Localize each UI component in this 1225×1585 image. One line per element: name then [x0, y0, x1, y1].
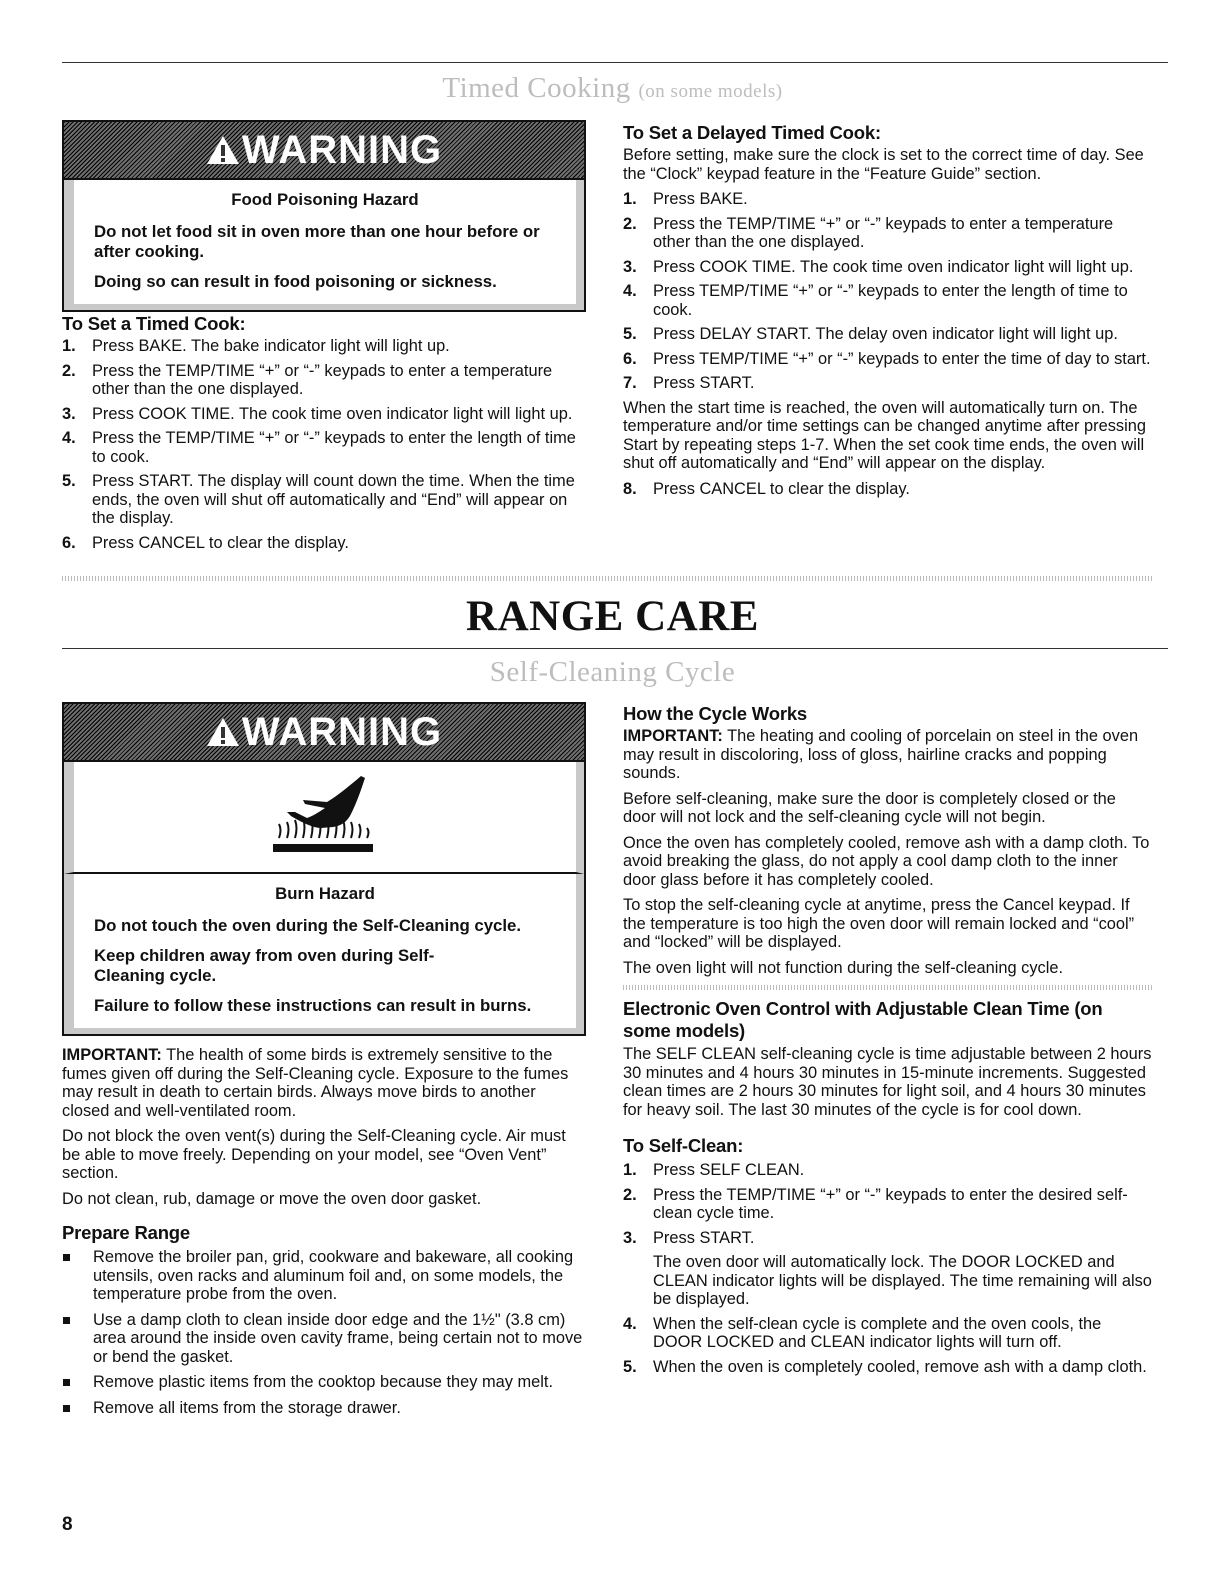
- section-title-text: Timed Cooking: [442, 72, 631, 104]
- list-item: [62, 1248, 587, 1304]
- step-text: Press the TEMP/TIME “+” or “-” keypads to enter a temperature other than the one displayed.: [653, 214, 1114, 251]
- delayed-note: When the start time is reached, the oven will automatically turn on. The temperature and/or time settings can be changed anytime after pressing Start by repeating steps 1-7. When the set cook time ends, the oven will shut off automatically and “End” will appear on the display.: [623, 398, 1146, 472]
- step-text: Press CANCEL to clear the display.: [92, 533, 349, 552]
- step-item: [62, 405, 587, 424]
- how-important-paragraph: [623, 727, 1153, 783]
- electronic-control-section: [623, 998, 1153, 1382]
- vent-paragraph: Do not block the oven vent(s) during the Self-Cleaning cycle. Air must be able to move freely. Depending on your model, see “Oven Vent” section.: [62, 1127, 566, 1182]
- page-number: 8: [62, 1514, 73, 1535]
- electronic-control-text: The SELF CLEAN self-cleaning cycle is time adjustable between 2 hours 30 minutes and 4 hours 30 minutes in 15-minute increments. Suggested clean times are 2 hours 30 minutes for light soil, and 4 hours 30 minutes for heavy soil. The last 30 minutes of the cycle is for cool down.: [623, 1045, 1152, 1119]
- hazard-title: Burn Hazard: [275, 884, 375, 903]
- prepare-range-heading: Prepare Range: [62, 1222, 190, 1243]
- list-item: [62, 1399, 587, 1418]
- bullet-square-icon: [63, 1317, 70, 1324]
- section-divider-dotted: [62, 576, 1154, 581]
- step-text: Press DELAY START. The delay oven indicator light will light up.: [653, 325, 1118, 343]
- step-number: 1.: [623, 1161, 637, 1179]
- list-item-text: Remove the broiler pan, grid, cookware and bakeware, all cooking utensils, oven racks and aluminum foil and, on some models, the temperature probe from the oven.: [93, 1248, 574, 1303]
- delayed-cook-section: [623, 122, 1153, 504]
- step-text: Press COOK TIME. The cook time oven indicator light will light up.: [92, 404, 573, 423]
- step-item: [623, 350, 1153, 369]
- warning-body: [64, 180, 584, 310]
- warning-line: Keep children away from oven during Self-Cleaning cycle.: [94, 946, 435, 985]
- step-number: 4.: [623, 282, 637, 300]
- warning-header: [64, 704, 584, 762]
- important-label: IMPORTANT:: [62, 1046, 162, 1064]
- bullet-square-icon: [63, 1405, 70, 1412]
- step-item: [623, 258, 1153, 277]
- step-number: 1.: [62, 337, 76, 355]
- step-number: 5.: [623, 325, 637, 343]
- step-text: Press the TEMP/TIME “+” or “-” keypads to enter the desired self-clean cycle time.: [653, 1185, 1128, 1222]
- step-number: 5.: [62, 472, 76, 490]
- self-clean-steps: [623, 1161, 1153, 1376]
- step-number: 4.: [623, 1314, 637, 1333]
- step-number: 3.: [62, 404, 76, 423]
- warning-body: [64, 874, 584, 1034]
- step-text: Press START.: [653, 1228, 755, 1247]
- electronic-control-heading: Electronic Oven Control with Adjustable Clean Time (on some models): [623, 998, 1103, 1041]
- warning-line: Do not touch the oven during the Self-Cleaning cycle.: [94, 916, 522, 935]
- range-care-rule: [62, 648, 1168, 649]
- bullet-square-icon: [63, 1379, 70, 1386]
- step-item: [62, 429, 587, 466]
- step-number: 3.: [623, 257, 637, 276]
- step-text: When the oven is completely cooled, remove ash with a damp cloth.: [653, 1357, 1147, 1376]
- warning-triangle-icon: [206, 134, 240, 166]
- step-number: 8.: [623, 479, 637, 498]
- step-subtext: The oven door will automatically lock. The DOOR LOCKED and CLEAN indicator lights will be displayed. The time remaining will also be displayed.: [653, 1253, 1152, 1308]
- warning-word: WARNING: [241, 127, 443, 172]
- step-text: Press BAKE. The bake indicator light will light up.: [92, 337, 450, 355]
- list-item-text: Remove all items from the storage drawer.: [93, 1398, 401, 1417]
- warning-line: Failure to follow these instructions can result in burns.: [94, 996, 532, 1015]
- step-text: Press BAKE.: [653, 190, 748, 208]
- step-item: [623, 1161, 1153, 1180]
- bullet-square-icon: [63, 1254, 70, 1261]
- timed-cook-steps: [62, 337, 587, 552]
- step-text: Press START.: [653, 374, 755, 392]
- prepare-range-list: [62, 1248, 587, 1417]
- self-clean-heading: To Self-Clean:: [623, 1135, 744, 1156]
- step-item: [62, 534, 587, 553]
- step-item: [623, 1358, 1153, 1377]
- how-paragraph: To stop the self-cleaning cycle at anytime, press the Cancel keypad. If the temperature is too high the oven door will remain locked and “cool” and “locked” will be displayed.: [623, 896, 1135, 951]
- step-text: Press TEMP/TIME “+” or “-” keypads to enter the length of time to cook.: [653, 282, 1128, 319]
- gasket-paragraph: Do not clean, rub, damage or move the oven door gasket.: [62, 1189, 482, 1208]
- delayed-intro: Before setting, make sure the clock is set to the correct time of day. See the “Clock” keypad feature in the “Feature Guide” section.: [623, 146, 1144, 183]
- right-divider-dotted: [623, 985, 1153, 990]
- step-item: [623, 190, 1153, 209]
- birds-important-paragraph: [62, 1046, 587, 1120]
- step-item: [623, 215, 1153, 252]
- step-number: 7.: [623, 374, 637, 392]
- step-item: [62, 472, 587, 528]
- step-number: 1.: [623, 190, 637, 208]
- delayed-cook-steps: [623, 190, 1153, 393]
- step-item: [623, 282, 1153, 319]
- list-item-text: Remove plastic items from the cooktop because they may melt.: [93, 1373, 554, 1391]
- warning-line: Do not let food sit in oven more than one hour before or after cooking.: [94, 222, 540, 261]
- step-number: 4.: [62, 429, 76, 447]
- step-item: [623, 1229, 1153, 1309]
- page-title-range-care: RANGE CARE: [466, 593, 759, 640]
- step-number: 6.: [62, 533, 76, 552]
- step-number: 5.: [623, 1357, 637, 1376]
- top-rule: [62, 62, 1168, 63]
- important-text: The heating and cooling of porcelain on steel in the oven may result in discoloring, loss of gloss, hairline cracks and popping sounds.: [623, 727, 1139, 782]
- list-item: [62, 1311, 587, 1367]
- step-item: [623, 374, 1153, 393]
- timed-cook-heading: To Set a Timed Cook:: [62, 313, 246, 334]
- how-paragraph: Before self-cleaning, make sure the door is completely closed or the door will not lock and the self-cleaning cycle will not begin.: [623, 789, 1116, 826]
- step-number: 2.: [623, 214, 637, 233]
- step-number: 2.: [62, 361, 76, 380]
- step-text: Press START. The display will count down the time. When the time ends, the oven will shut off automatically and “End” will appear on the display.: [92, 472, 575, 527]
- step-text: Press the TEMP/TIME “+” or “-” keypads to enter the length of time to cook.: [92, 429, 576, 466]
- step-text: Press the TEMP/TIME “+” or “-” keypads to enter a temperature other than the one displayed.: [92, 361, 553, 398]
- step-text: Press CANCEL to clear the display.: [653, 479, 910, 498]
- how-cycle-works-heading: How the Cycle Works: [623, 703, 807, 724]
- hot-surface-pictogram: [64, 762, 584, 874]
- step-item: [623, 1315, 1153, 1352]
- warning-word: WARNING: [241, 709, 443, 754]
- important-label: IMPORTANT:: [623, 727, 723, 745]
- step-item: [623, 325, 1153, 344]
- warning-box-burn-hazard: [62, 702, 586, 1036]
- delayed-cook-heading: To Set a Delayed Timed Cook:: [623, 122, 881, 143]
- warning-label: [206, 128, 442, 173]
- section-title-qualifier: (on some models): [638, 81, 783, 102]
- list-item-text: Use a damp cloth to clean inside door edge and the 1½" (3.8 cm) area around the inside oven cavity frame, being certain not to move or bend the gasket.: [93, 1310, 583, 1366]
- warning-triangle-icon: [206, 716, 240, 748]
- step-text: Press SELF CLEAN.: [653, 1161, 805, 1179]
- step-number: 3.: [623, 1228, 637, 1247]
- warning-box-food-poisoning: [62, 120, 586, 312]
- list-item: [62, 1373, 587, 1392]
- how-paragraph: The oven light will not function during the self-cleaning cycle.: [623, 958, 1064, 977]
- step-text: Press COOK TIME. The cook time oven indicator light will light up.: [653, 257, 1134, 276]
- section-title-self-cleaning: Self-Cleaning Cycle: [489, 656, 736, 688]
- warning-header: [64, 122, 584, 180]
- step-item: [623, 1186, 1153, 1223]
- hazard-title: Food Poisoning Hazard: [231, 190, 419, 209]
- step-text: Press TEMP/TIME “+” or “-” keypads to enter the time of day to start.: [653, 349, 1151, 368]
- how-paragraph: Once the oven has completely cooled, remove ash with a damp cloth. To avoid breaking the glass, do not apply a cool damp cloth to the inner door glass before it has completely cooled.: [623, 833, 1150, 889]
- step-item: [623, 480, 1153, 499]
- important-text: The health of some birds is extremely sensitive to the fumes given off during the Self-Cleaning cycle. Exposure to the fumes may result in death to certain birds. Always move birds to another closed and well-ventilated room.: [62, 1046, 569, 1120]
- section-title-timed-cooking: [0, 72, 1225, 105]
- warning-line: Doing so can result in food poisoning or sickness.: [94, 272, 497, 291]
- warning-label: [206, 710, 442, 755]
- step-item: [62, 362, 587, 399]
- step-text: When the self-clean cycle is complete and the oven cools, the DOOR LOCKED and CLEAN indicator lights will turn off.: [653, 1314, 1102, 1351]
- step-item: [62, 337, 587, 356]
- delayed-cook-final-step: [623, 480, 1153, 499]
- how-cycle-works-section: [623, 703, 1153, 984]
- hot-surface-hand-icon: [265, 772, 385, 862]
- step-number: 2.: [623, 1185, 637, 1204]
- step-number: 6.: [623, 349, 637, 368]
- self-clean-left-column: [62, 1046, 587, 1424]
- timed-cook-section: [62, 313, 587, 558]
